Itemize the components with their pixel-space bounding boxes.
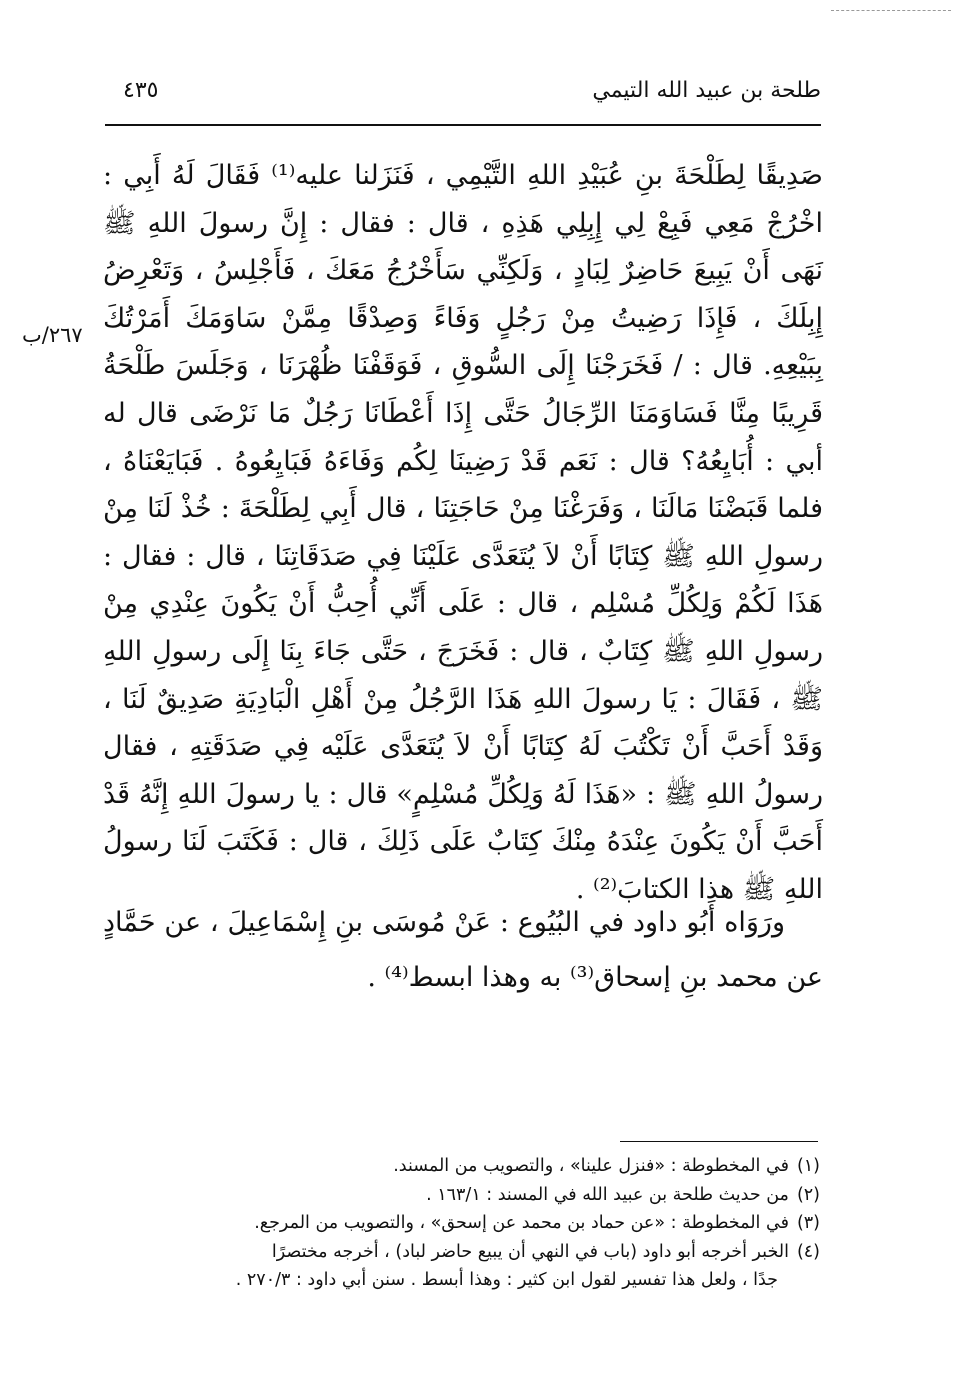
page-number: ٤٣٥ bbox=[123, 78, 159, 103]
scan-edge-marks bbox=[831, 10, 951, 15]
footnote-separator bbox=[620, 1141, 818, 1142]
page-header bbox=[105, 78, 821, 118]
paragraph-text-1: صَدِيقًا لِطَلْحَةَ بنِ عُبَيْدِ اللهِ التَّيْمِي ، فَنَزَلنا عليه⁽¹⁾ فَقَالَ لَهُ أَبِي : اخْرُجْ مَعِي فَبِعْ لِي إِبِلِي هَذِهِ ، قال : فقال : إِنَّ رسولَ اللهِ ﷺ نَهَى أَنْ يَبِيعَ حَاضِرٌ لِبَادٍ ، وَلَكِنِّي سَأَخْرُجُ مَعَكَ ، فَأَجْلِسُ ، وَتَعْرِضُ إِبِلَكَ ، فَإِذَا رَضِيتُ مِنْ رَجُلٍ وَفَاءً وَصِدْقًا مِمَّنْ سَاوَمَكَ أَمَرْتُكَ بِبَيْعِهِ. قال : / فَخَرَجْنَا إِلَى السُّوقِ ، فَوَقَفْنَا ظُهْرَنَا ، وَجَلَسَ طَلْحَةُ قَرِيبًا مِنَّا فَسَاوَمَنَا الرِّجَالُ حَتَّى إِذَا أَعْطَانَا رَجُلٌ مَا نَرْضَى قال له أبي : أُبَايِعُهُ؟ قال : نَعَم قَدْ رَضِينَا لِكُم وَفَاءَهُ فَبَايِعُوهُ . فَبَايَعْنَاهُ ، فلما قَبَضْنَا مَالَنَا ، وَفَرَغْنَا مِنْ حَاجَتِنَا ، قال أَبِي لِطَلْحَةَ : خُذْ لَنَا مِنْ رسولِ اللهِ ﷺ كِتَابًا أَنْ لاَ يُتَعَدَّى عَلَيْنَا فِي صَدَقَاتِنَا ، قال : فقال : هَذَا لَكُمْ وَلِكُلِّ مُسْلِم ، قال : عَلَى أَنِّي أُحِبُّ أَنْ يَكُونَ عِنْدِي مِنْ رسولِ اللهِ ﷺ كِتَابٌ ، قال : فَخَرَجَ ، حَتَّى جَاءَ بِنَا إِلَى رسولِ اللهِ ﷺ ، فَقَالَ : يَا رسولَ اللهِ هَذَا الرَّجُلُ مِنْ أَهْلِ الْبَادِيَةِ صَدِيقٌ لَنَا ، وَقَدْ أَحَبَّ أَنْ تَكْتُبَ لَهُ كِتَابًا أَنْ لاَ يُتَعَدَّى عَلَيْه فِي صَدَقَتِهِ ، فقال رسولُ اللهِ ﷺ : «هَذَا لَهُ وَلِكُلِّ مُسْلِمٍ» قال : يا رسولَ اللهِ إِنَّهُ قَدْ أَحَبَّ أَنْ يَكُونَ عِنْدَهُ مِنْكَ كِتَابٌ عَلَى ذَلِكَ ، قال : فَكَتَبَ لَنَا رسولُ اللهِ ﷺ هذا الكتابَ⁽²⁾ . bbox=[103, 160, 823, 905]
manuscript-folio-marker: ٢٦٧/ب bbox=[22, 323, 83, 347]
footnote-text: في المخطوطة : «عن حماد بن محمد عن إسحق» ، والتصويب من المرجع. bbox=[254, 1213, 789, 1234]
footnote-2 bbox=[140, 1181, 820, 1210]
footnote-number: (٢) bbox=[796, 1184, 820, 1205]
footnote-4-continuation: جدًا ، ولعل هذا تفسير لقول ابن كثير : وهذا أبسط . سنن أبي داود : ٢٧٠/٣ . bbox=[235, 1270, 778, 1291]
footnote-text: الخبر أخرجه أبو داود (باب في النهي أن يبيع حاضر لباد) ، أخرجه مختصرًا bbox=[271, 1241, 789, 1262]
footnote-text: من حديث طلحة بن عبيد الله في المسند : ١٦٣/١ . bbox=[426, 1184, 789, 1205]
footnote-number: (٣) bbox=[796, 1213, 820, 1234]
header-rule bbox=[105, 124, 821, 126]
footnote-1 bbox=[140, 1152, 820, 1181]
footnote-text: في المخطوطة : «فنزل علينا» ، والتصويب من المسند. bbox=[393, 1156, 789, 1176]
footnote-number: (٤) bbox=[796, 1241, 820, 1262]
paragraph-text-2: ورَوَاه أَبُو داود في البُيُوع : عَنْ مُوسَى بنِ إِسْمَاعِيلَ ، عن حَمَّادٍ عن محمد بنِ إسحاق⁽³⁾ به وهذا ابسط⁽⁴⁾ . bbox=[103, 907, 823, 993]
running-title: طلحة بن عبيد الله التيمي bbox=[592, 78, 821, 103]
footnote-3 bbox=[140, 1209, 820, 1238]
main-paragraph bbox=[103, 152, 823, 914]
footnote-4 bbox=[140, 1238, 820, 1267]
footnotes bbox=[140, 1152, 820, 1295]
second-paragraph bbox=[103, 895, 823, 1005]
footnote-number: (١) bbox=[796, 1156, 820, 1176]
